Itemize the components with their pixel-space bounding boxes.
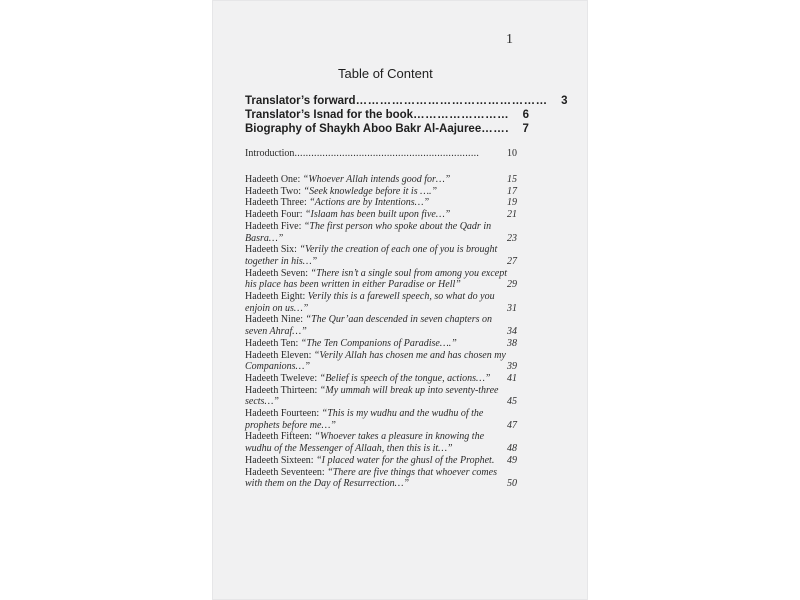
hadeeth-continuation bbox=[245, 233, 517, 245]
hadeeth-page: 21 bbox=[507, 209, 517, 221]
hadeeth-text bbox=[245, 268, 507, 280]
hadeeth-entry bbox=[245, 385, 517, 408]
toc-entry-label: Translator’s forward bbox=[245, 95, 356, 107]
hadeeth-line bbox=[245, 350, 517, 362]
hadeeth-line bbox=[245, 186, 517, 198]
hadeeth-line bbox=[245, 291, 517, 303]
hadeeth-quote: “Verily Allah has chosen me and has chosen my bbox=[313, 349, 506, 361]
toc-entry-page: 3 bbox=[561, 95, 568, 107]
hadeeth-text bbox=[245, 314, 492, 326]
hadeeth-name: Hadeeth Seven: bbox=[245, 267, 311, 279]
hadeeth-page: 49 bbox=[507, 454, 517, 466]
hadeeth-text bbox=[245, 221, 491, 233]
hadeeth-line bbox=[245, 385, 517, 397]
hadeeth-entry bbox=[245, 186, 517, 198]
leader-dots: ……. bbox=[481, 123, 509, 135]
hadeeth-quote: “Verily the creation of each one of you is brought bbox=[299, 244, 498, 256]
hadeeth-text bbox=[245, 244, 497, 256]
hadeeth-text bbox=[245, 209, 450, 221]
leader-dots: .................................................................. bbox=[294, 148, 480, 159]
hadeeth-text bbox=[245, 174, 450, 186]
toc-entry-page: 10 bbox=[507, 148, 517, 159]
toc-entry-page: 7 bbox=[522, 123, 529, 135]
hadeeth-quote-continued: wudhu of the Messenger of Allaah, then this is it…” bbox=[245, 443, 453, 455]
hadeeth-line bbox=[245, 221, 517, 233]
hadeeth-quote: “My ummah will break up into seventy-three bbox=[319, 384, 499, 396]
hadeeth-page: 29 bbox=[507, 279, 517, 291]
toc-entry bbox=[245, 94, 568, 108]
hadeeth-quote: “Actions are by Intentions…” bbox=[309, 197, 430, 209]
hadeeth-name: Hadeeth Five: bbox=[245, 220, 304, 232]
hadeeth-name: Hadeeth One: bbox=[245, 174, 303, 185]
hadeeth-continuation bbox=[245, 396, 517, 408]
hadeeth-line bbox=[245, 174, 517, 186]
hadeeth-entry bbox=[245, 268, 517, 291]
hadeeth-page: 34 bbox=[507, 326, 517, 338]
main-entries bbox=[245, 94, 568, 136]
toc-entry-label: Translator’s Isnad for the book bbox=[245, 109, 414, 121]
hadeeth-page: 27 bbox=[507, 255, 517, 267]
hadeeth-quote: “Islaam has been built upon five…” bbox=[305, 209, 451, 221]
toc-title: Table of Content bbox=[338, 66, 433, 81]
hadeeth-page: 41 bbox=[507, 372, 517, 384]
leader-dots: …………………… bbox=[413, 109, 510, 121]
introduction-entry bbox=[245, 147, 517, 161]
hadeeth-page: 19 bbox=[507, 197, 517, 209]
page-number: 1 bbox=[506, 32, 513, 47]
hadeeth-quote-continued: enjoin on us…” bbox=[245, 302, 309, 314]
hadeeth-continuation bbox=[245, 279, 517, 291]
hadeeth-entry bbox=[245, 350, 517, 373]
hadeeth-quote: “The Ten Companions of Paradise….” bbox=[300, 337, 457, 349]
hadeeth-name: Hadeeth Four: bbox=[245, 209, 305, 221]
hadeeth-quote: “I placed water for the ghusl of the Prophet. bbox=[316, 454, 495, 466]
hadeeth-name: Hadeeth Thirteen: bbox=[245, 384, 320, 396]
hadeeth-page: 23 bbox=[507, 232, 517, 244]
hadeeth-text bbox=[245, 431, 484, 443]
hadeeth-continuation bbox=[245, 361, 517, 373]
hadeeth-quote-continued: seven Ahraf…” bbox=[245, 326, 307, 338]
hadeeth-name: Hadeeth Fourteen: bbox=[245, 408, 322, 420]
hadeeth-page: 50 bbox=[507, 478, 517, 490]
hadeeth-line bbox=[245, 431, 517, 443]
leader-dots: ………………………………………… bbox=[355, 95, 548, 107]
hadeeth-line bbox=[245, 467, 517, 479]
hadeeth-name: Hadeeth Three: bbox=[245, 197, 310, 209]
toc-entry bbox=[245, 147, 517, 161]
hadeeth-line bbox=[245, 408, 517, 420]
hadeeth-line bbox=[245, 209, 517, 221]
hadeeth-continuation bbox=[245, 443, 517, 455]
hadeeth-quote-continued: Basra…” bbox=[245, 232, 284, 244]
hadeeth-entry bbox=[245, 467, 517, 490]
hadeeth-text bbox=[245, 455, 494, 467]
hadeeth-entry bbox=[245, 291, 517, 314]
hadeeth-page: 38 bbox=[507, 337, 517, 349]
hadeeth-quote-continued: his place has been written in either Paradise or Hell” bbox=[245, 279, 461, 291]
hadeeth-name: Hadeeth Fifteen: bbox=[245, 431, 315, 443]
hadeeth-quote: “The first person who spoke about the Qadr in bbox=[303, 220, 492, 232]
hadeeth-entry bbox=[245, 314, 517, 337]
hadeeth-quote-continued: together in his…” bbox=[245, 255, 318, 267]
hadeeth-continuation bbox=[245, 303, 517, 315]
hadeeth-name: Hadeeth Seventeen: bbox=[245, 466, 328, 478]
hadeeth-name: Hadeeth Two: bbox=[245, 185, 304, 197]
toc-entry bbox=[245, 122, 529, 136]
hadeeth-quote-continued: prophets before me…” bbox=[245, 419, 336, 431]
hadeeth-entry bbox=[245, 221, 517, 244]
hadeeth-entry bbox=[245, 174, 517, 186]
hadeeth-quote: “The Qur’aan descended in seven chapters on bbox=[305, 314, 492, 326]
hadeeth-line bbox=[245, 197, 517, 209]
hadeeth-page: 39 bbox=[507, 361, 517, 373]
hadeeth-line bbox=[245, 244, 517, 256]
hadeeth-page: 48 bbox=[507, 443, 517, 455]
hadeeth-text bbox=[245, 385, 498, 397]
hadeeth-text bbox=[245, 373, 490, 385]
hadeeth-line bbox=[245, 268, 517, 280]
hadeeth-entry bbox=[245, 244, 517, 267]
toc-entry-page: 6 bbox=[522, 109, 530, 121]
hadeeth-name: Hadeeth Eight: bbox=[245, 291, 308, 303]
hadeeth-continuation bbox=[245, 326, 517, 338]
hadeeth-text bbox=[245, 197, 429, 209]
hadeeth-continuation bbox=[245, 256, 517, 268]
hadeeth-text bbox=[245, 186, 437, 198]
toc-entry-label: Biography of Shaykh Aboo Bakr Al-Aajuree bbox=[245, 123, 482, 135]
hadeeth-continuation bbox=[245, 420, 517, 432]
hadeeth-quote: “Whoever takes a pleasure in knowing the bbox=[314, 431, 485, 443]
hadeeth-line bbox=[245, 373, 517, 385]
hadeeth-quote-continued: sects…” bbox=[245, 396, 279, 408]
hadeeth-quote: “Seek knowledge before it is ….” bbox=[303, 185, 438, 197]
hadeeth-name: Hadeeth Six: bbox=[245, 244, 300, 256]
hadeeth-name: Hadeeth Sixteen: bbox=[245, 454, 317, 466]
hadeeth-page: 15 bbox=[507, 174, 517, 185]
hadeeth-entry bbox=[245, 455, 517, 467]
hadeeth-name: Hadeeth Ten: bbox=[245, 337, 301, 349]
hadeeth-text bbox=[245, 350, 506, 362]
hadeeth-entry bbox=[245, 373, 517, 385]
hadeeth-quote-continued: Companions…” bbox=[245, 361, 311, 373]
hadeeth-quote: “There isn’t a single soul from among you except bbox=[310, 267, 508, 279]
hadeeth-line bbox=[245, 338, 517, 350]
hadeeth-name: Hadeeth Nine: bbox=[245, 314, 306, 326]
book-page bbox=[212, 0, 588, 600]
hadeeth-name: Hadeeth Tweleve: bbox=[245, 372, 320, 384]
hadeeth-quote: “Whoever Allah intends good for…” bbox=[302, 174, 451, 185]
hadeeth-text bbox=[245, 467, 497, 479]
hadeeth-entry bbox=[245, 197, 517, 209]
hadeeth-text bbox=[245, 338, 457, 350]
hadeeth-page: 45 bbox=[507, 396, 517, 408]
toc-entry bbox=[245, 108, 530, 122]
hadeeth-entry bbox=[245, 431, 517, 454]
hadeeth-entry bbox=[245, 338, 517, 350]
hadeeth-quote-continued: with them on the Day of Resurrection…” bbox=[245, 478, 410, 490]
hadeeth-page: 47 bbox=[507, 419, 517, 431]
hadeeth-line bbox=[245, 455, 517, 467]
hadeeth-entry bbox=[245, 408, 517, 431]
hadeeth-continuation bbox=[245, 478, 517, 490]
hadeeth-list bbox=[245, 174, 517, 490]
hadeeth-quote: “Belief is speech of the tongue, actions…” bbox=[319, 372, 491, 384]
hadeeth-quote: “There are five things that whoever comes bbox=[327, 466, 497, 478]
hadeeth-quote: “This is my wudhu and the wudhu of the bbox=[321, 408, 484, 420]
toc-entry-label: Introduction bbox=[245, 148, 295, 159]
hadeeth-page: 31 bbox=[507, 302, 517, 314]
hadeeth-line bbox=[245, 314, 517, 326]
hadeeth-entry bbox=[245, 209, 517, 221]
hadeeth-text bbox=[245, 408, 483, 420]
hadeeth-name: Hadeeth Eleven: bbox=[245, 349, 314, 361]
hadeeth-page: 17 bbox=[507, 185, 517, 197]
hadeeth-quote: Verily this is a farewell speech, so what do you bbox=[307, 291, 495, 303]
hadeeth-text bbox=[245, 291, 495, 303]
